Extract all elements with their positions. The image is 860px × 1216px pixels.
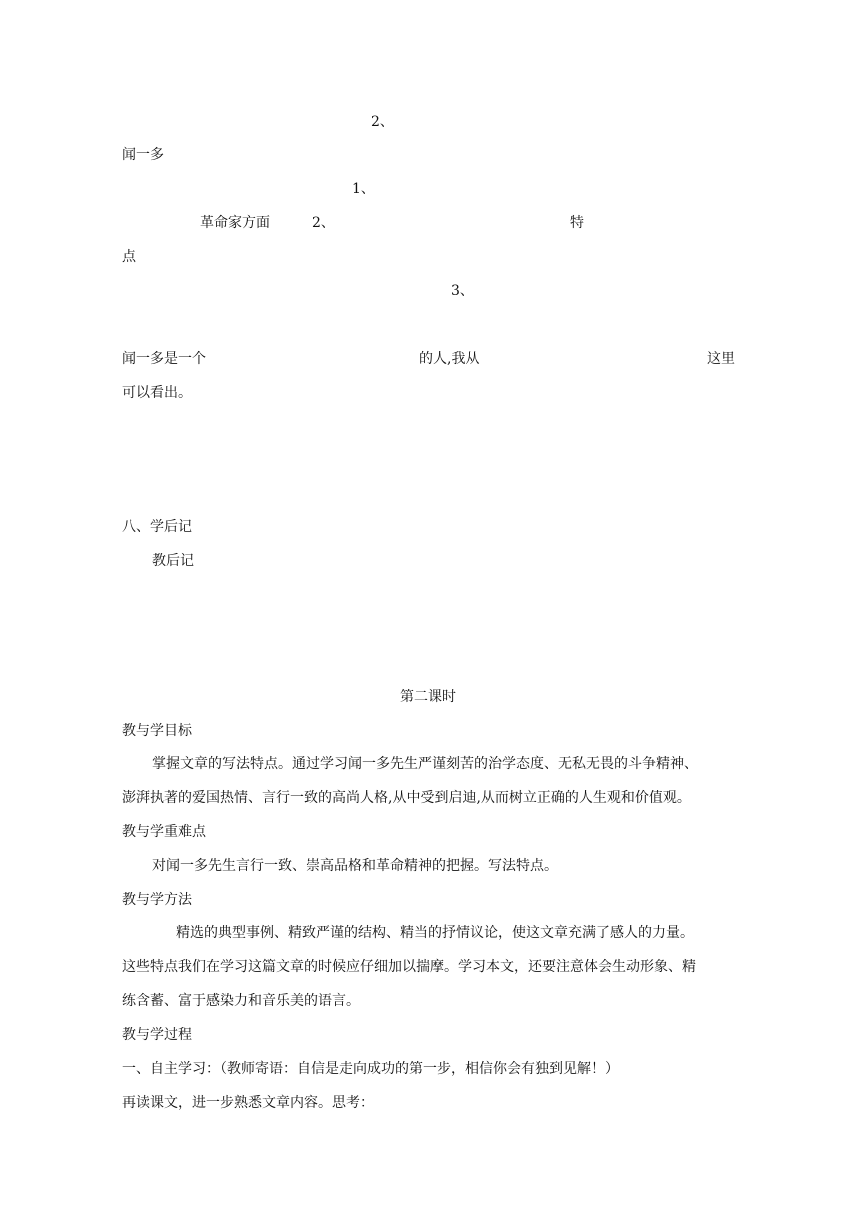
outline-item-1: 1、: [352, 181, 375, 197]
goals-text-line1: 掌握文章的写法特点。通过学习闻一多先生严谨刻苦的治学态度、无私无畏的斗争精神、: [152, 756, 698, 772]
fill-sentence-part3: 这里: [707, 351, 735, 367]
goals-heading: 教与学目标: [122, 723, 192, 739]
fill-sentence-part1: 闻一多是一个: [122, 351, 206, 367]
process-heading: 教与学过程: [122, 1027, 192, 1043]
step1-task: 再读课文，进一步熟悉文章内容。思考：: [122, 1095, 374, 1111]
fill-sentence-part2: 的人,我从: [419, 351, 480, 367]
outline-item-2: 2、: [312, 215, 335, 231]
methods-text-line3: 练含蓄、富于感染力和音乐美的语言。: [122, 993, 360, 1009]
fill-sentence-part4: 可以看出。: [122, 385, 192, 401]
outline-subject-name: 闻一多: [122, 147, 164, 163]
outline-item-2-top: 2、: [371, 114, 394, 130]
outline-item-3: 3、: [451, 283, 474, 299]
methods-text-line1: 精选的典型事例、精致严谨的结构、精当的抒情议论，使这文章充满了感人的力量。: [176, 925, 694, 941]
keypoints-text: 对闻一多先生言行一致、崇高品格和革命精神的把握。写法特点。: [152, 858, 558, 874]
methods-text-line2: 这些特点我们在学习这篇文章的时候应仔细加以揣摩。学习本文，还要注意体会生动形象、精: [122, 959, 696, 975]
outline-trait-label-2: 点: [122, 249, 136, 265]
section-heading-post-study-notes: 八、学后记: [122, 519, 192, 535]
outline-trait-label-1: 特: [570, 215, 584, 231]
keypoints-heading: 教与学重难点: [122, 824, 206, 840]
lesson-title: 第二课时: [400, 689, 456, 705]
outline-aspect-revolutionary: 革命家方面: [200, 215, 270, 231]
methods-heading: 教与学方法: [122, 892, 192, 908]
step1-self-study: 一、自主学习：（教师寄语：自信是走向成功的第一步，相信你会有独到见解！）: [122, 1061, 619, 1077]
goals-text-line2: 澎湃执著的爱国热情、言行一致的高尚人格,从中受到启迪,从而树立正确的人生观和价值观。: [122, 790, 691, 806]
teacher-notes-label: 教后记: [152, 553, 194, 569]
